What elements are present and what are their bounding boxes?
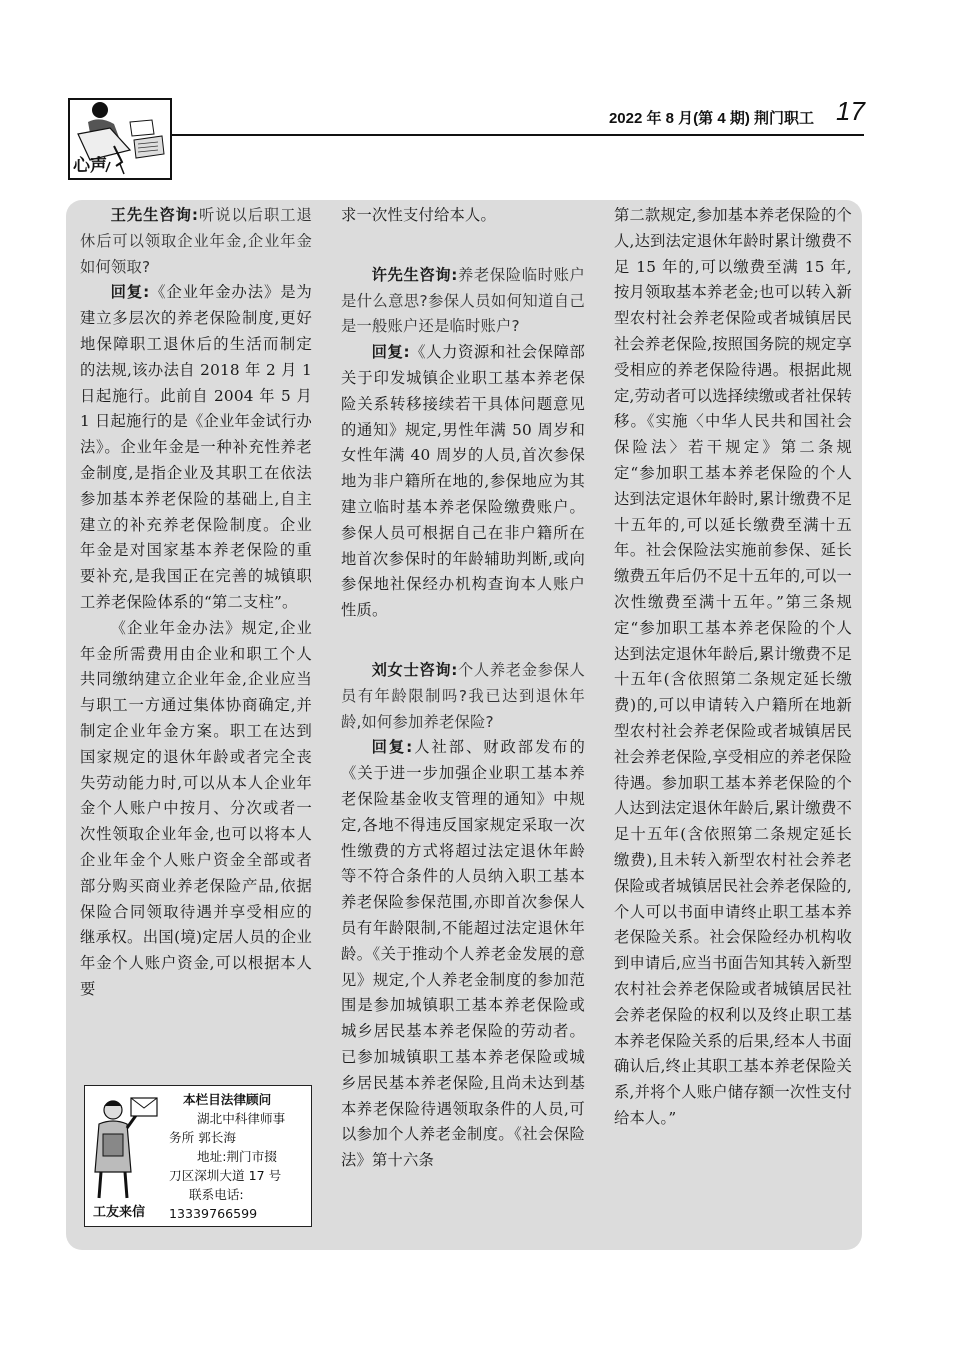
advisor-phone-label: 联系电话: bbox=[189, 1187, 244, 1202]
asker-name: 许先生咨询: bbox=[371, 265, 458, 284]
logo-label: 心声 bbox=[73, 156, 107, 176]
question-3 bbox=[341, 658, 585, 735]
answer-text: 《人力资源和社会保障部关于印发城镇企业职工基本养老保险关系转移接续若干具体问题意见的通知》规定,男性年满 50 周岁和女性年满 40 周岁的人员,首次参保地为非户籍所在地的,参保地应为其建立临时基本养老保险缴费账户。参保人员可根据自己在非户籍所在地首次参保时的年龄辅助判断,或向参保地社保经办机构查询本人账户性质。 bbox=[341, 343, 586, 620]
column-1 bbox=[80, 203, 312, 1003]
asker-name: 王先生咨询: bbox=[110, 206, 199, 224]
question-text: 养老保险临时账户是什么意思?参保人员如何知道自己是一般账户还是临时账户? bbox=[341, 265, 585, 336]
box-caption: 工友来信 bbox=[93, 1205, 146, 1220]
asker-name: 刘女士咨询: bbox=[371, 660, 458, 679]
advisor-details bbox=[169, 1090, 309, 1223]
legal-advisor-box bbox=[84, 1085, 312, 1227]
question-1 bbox=[80, 203, 312, 280]
answer-2 bbox=[341, 340, 585, 624]
answer-1 bbox=[80, 280, 312, 615]
question-2 bbox=[341, 263, 585, 340]
advisor-firm-2: 务所 郭长海 bbox=[169, 1130, 236, 1145]
question-text: 个人养老金参保人员有年龄限制吗?我已达到退休年龄,如何参加养老保险? bbox=[341, 660, 585, 731]
advisor-title: 本栏目法律顾问 bbox=[183, 1092, 272, 1107]
column-2 bbox=[341, 203, 585, 1174]
header-rule bbox=[172, 134, 864, 136]
reply-label: 回复: bbox=[110, 283, 150, 302]
reply-label: 回复: bbox=[371, 738, 413, 757]
advisor-address-2: 刀区深圳大道 17 号 bbox=[169, 1168, 282, 1183]
column-3 bbox=[614, 203, 852, 1132]
column-logo bbox=[68, 98, 172, 180]
answer-3 bbox=[341, 735, 585, 1174]
advisor-firm-1: 湖北中科律师事 bbox=[197, 1111, 286, 1126]
answer-1-continued: 求一次性支付给本人。 bbox=[341, 206, 496, 224]
answer-1-paragraph-2: 《企业年金办法》规定,企业年金所需费用由企业和职工个人共同缴纳建立企业年金,企业应当与职工一方通过集体协商确定,并制定企业年金方案。职工在达到国家规定的退休年龄或者完全丧失劳动能力时,可以从本人企业年金个人账户中按月、分次或者一次性领取企业年金,也可以将本人企业年金个人账户资金全部或者部分购买商业养老保险产品,依据保险合同领取待遇并享受相应的继承权。出国(境)定居人员的企业年金个人账户资金,可以根据本人要 bbox=[80, 618, 312, 998]
answer-3-continued: 第二款规定,参加基本养老保险的个人,达到法定退休年龄时累计缴费不足 15 年的,可以缴费至满 15 年,按月领取基本养老金;也可以转入新型农村社会养老保险或者城镇居民社会养老保险,按照国务院的规定享受相应的养老保险待遇。根据此规定,劳动者可以选择续缴或者社保转移。《实施〈中华人民共和国社会保险法〉若干规定》第二条规定“参加职工基本养老保险的个人达到法定退休年龄时,累计缴费不足十五年的,可以延长缴费至满十五年。社会保险法实施前参保、延长缴费五年后仍不足十五年的,可以一次性缴费至满十五年。”第三条规定“参加职工基本养老保险的个人达到法定退休年龄后,累计缴费不足十五年(含依照第二条规定延长缴费)的,可以申请转入户籍所在地新型农村社会养老保险或者城镇居民社会养老保险,享受相应的养老保险待遇。参加职工基本养老保险的个人达到法定退休年龄后,累计缴费不足十五年(含依照第二条规定延长缴费),且未转入新型农村社会养老保险或者城镇居民社会养老保险的,个人可以书面申请终止职工基本养老保险关系。社会保险经办机构收到申请后,应当书面告知其转入新型农村社会养老保险或者城镇居民社会养老保险的权利以及终止职工基本养老保险关系的后果,经本人书面确认后,终止其职工基本养老保险关系,并将个人账户储存额一次性支付给本人。” bbox=[614, 206, 852, 1127]
answer-text: 《企业年金办法》是为建立多层次的养老保险制度,更好地保障职工退休后的生活而制定的法规,该办法自 2018 年 2 月 1 日起施行。此前自 2004 年 5 月 1 日起施行的是《企业年金试行办法》。企业年金是一种补充性养老金制度,是指企业及其职工在依法参加基本养老保险的基础上,自主建立的补充养老保险制度。企业年金是对国家基本养老保险的重要补充,是我国正在完善的城镇职工养老保险体系的“第二支柱”。 bbox=[80, 283, 312, 611]
question-text: 听说以后职工退休后可以领取企业年金,企业年金如何领取? bbox=[80, 206, 312, 276]
answer-text: 人社部、财政部发布的《关于进一步加强企业职工基本养老保险基金收支管理的通知》中规定,各地不得违反国家规定采取一次性缴费的方式将超过法定退休年龄等不符合条件的人员纳入职工基本养老保险参保范围,亦即首次参保人员有年龄限制,不能超过法定退休年龄。《关于推动个人养老金发展的意见》规定,个人养老金制度的参加范围是参加城镇职工基本养老保险或城乡居民基本养老保险的劳动者。已参加城镇职工基本养老保险或城乡居民基本养老保险,且尚未达到基本养老保险待遇领取条件的人员,可以参加个人养老金制度。《社会保险法》第十六条 bbox=[341, 738, 585, 1170]
reply-label: 回复: bbox=[371, 343, 410, 362]
page-number: 17 bbox=[836, 96, 865, 126]
worker-letter-icon bbox=[91, 1094, 161, 1202]
advisor-phone: 13339766599 bbox=[169, 1206, 258, 1221]
issue-info: 2022 年 8 月(第 4 期) 荆门职工 bbox=[608, 110, 814, 127]
advisor-address-1: 地址:荆门市掇 bbox=[197, 1149, 277, 1164]
